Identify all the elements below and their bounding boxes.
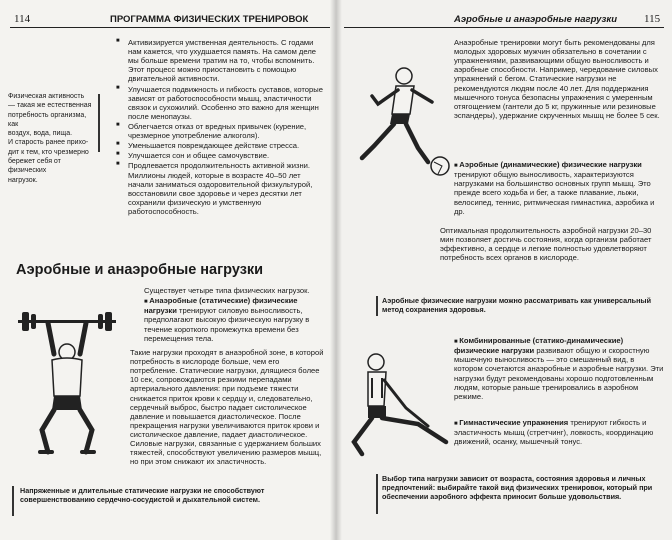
sidenote-line: И старость ранее прихо- <box>8 139 89 147</box>
head <box>396 68 412 84</box>
sidenote-line: дит к тем, кто чрезмерно <box>8 148 89 156</box>
barbell-plate <box>31 314 36 329</box>
list-item: ■ Улучшается подвижность и гибкость суставов, которые зависят от работоспособности мышц, эластичности связок и сухожилий. Особенно это важно для женщин после менопаузы. <box>116 85 324 121</box>
sidenote-line: — такая же естественная <box>8 102 92 110</box>
callout-bar <box>376 296 378 316</box>
benefits-list <box>116 38 324 217</box>
aerobic-text: тренируют общую выносливость, характеризуются нагрузками на большинство основных групп мышц. Это прежде всего ходьба и бег, а также плавание, лыжи, велосипед, теннис, ритмическая гимнастика, аэробика и др. <box>454 170 655 216</box>
head <box>368 354 384 370</box>
page-number: 114 <box>14 13 31 25</box>
combined-text: развивают общую и скоростную мышечную выносливость — это смешанный вид, в котором сочетаются анаэробные и аэробные нагрузки. Эти нагрузки будут рекомендованы хорошо подготовленным людям, которые раньше тренировались в аэробном режиме. <box>454 346 664 401</box>
barbell-plate <box>22 312 29 331</box>
sidenote-line: нагрузок. <box>8 176 38 184</box>
header-rule <box>344 27 664 28</box>
list-item: ■ Облегчается отказ от вредных привычек (курение, чрезмерное употребление алкоголя). <box>116 122 324 140</box>
static-warning-callout: Напряженные и длительные статические нагрузки не способствуют совершенствованию сердечно-сосудистой и дыхательной систем. <box>20 486 265 504</box>
barbell-plate <box>105 312 112 331</box>
list-item: ■ Уменьшается повреждающее действие стресса. <box>116 141 324 150</box>
aerobic-term: Аэробные (динамические) физические нагрузки <box>459 160 642 169</box>
header-rule <box>10 27 330 28</box>
list-item: ■ Активизируется умственная деятельность. С годами нам кажется, что ухудшается память. На самом деле мы больше времени тратим на то, чтобы вспомнить. Этот процесс можно приостановить с помощью двигательной активности. <box>116 38 324 84</box>
types-intro: Существует четыре типа физических нагрузок. <box>144 286 310 295</box>
stretching-figure <box>348 348 452 460</box>
sidenote-line: потребность организма, как <box>8 111 87 128</box>
static-text: тренируют силовую выносливость, предполагают высокую физическую нагрузку в течение короткого промежутка времени без перемещения тела. <box>144 306 310 343</box>
book-gutter <box>330 0 342 540</box>
ball <box>431 157 449 175</box>
list-item: ■ Улучшается сон и общее самочувствие. <box>116 151 324 160</box>
anaerobic-recommendation: Анаэробные тренировки могут быть рекомендованы для молодых здоровых мужчин обязательно в сочетании с упражнениями, развивающими общую выносливость и аэробные способности. Например, чередование силовых упражнений с бегом. Статические нагрузки не рекомендуются людям после 40 лет. Для поддержания мышечного тонуса безопасны упражнения с умеренным отягощением (гантели до 5 кг, пружинные или резиновые эспандеры), удержание скрученных мышц не более 5 сек. <box>454 38 660 120</box>
aerobic-item: ■ Аэробные (динамические) физические нагрузки тренируют общую выносливость, характеризуются нагрузками на большинство основных групп мышц. Это прежде всего ходьба и бег, а также плавание, лыжи, велосипед, теннис, ритмическая гимнастика, аэробика и др. <box>454 160 655 216</box>
callout-bar <box>12 486 14 516</box>
aerobic-duration-paragraph: Оптимальная продолжительность аэробной нагрузки 20–30 мин позволяет достичь состояния, когда организм работает эффективно, а сердце и легкие полностью удовлетворяют потребность всех органов в кислороде. <box>440 226 652 263</box>
barbell-plate <box>98 314 103 329</box>
sidenote-bar <box>98 94 100 152</box>
gymnastics-term: Гимнастические упражнения <box>459 418 569 427</box>
static-item: ■ Анаэробные (статические) физические нагрузки тренируют силовую выносливость, предполагают высокую физическую нагрузку в течение короткого промежутка времени без перемещения тела. <box>144 296 310 343</box>
types-block <box>144 286 326 343</box>
weightlifter-figure <box>12 312 122 462</box>
list-item: ■ Продлевается продолжительность активной жизни. Миллионы людей, которые в возрасте 40–50 лет начали заниматься оздоровительной физкультурой, восстановили свое здоровье и через десятки лет сохранили физическую и умственную работоспособность. <box>116 161 324 216</box>
running-header: ПРОГРАММА ФИЗИЧЕСКИХ ТРЕНИРОВОК <box>110 14 309 25</box>
sidenote-line: бережет себя от физических <box>8 158 61 175</box>
sidenote-line: Физическая активность <box>8 93 85 100</box>
choice-callout: Выбор типа нагрузки зависит от возраста, состояния здоровья и личных предпочтений: выбирайте такой вид физических тренировок, который при обеспечении аэробного эффекта приносит больше удовольствия. <box>382 474 653 501</box>
combined-term: Комбинированные (статико-динамические) физические нагрузки <box>454 336 624 356</box>
section-heading: Аэробные и анаэробные нагрузки <box>16 262 264 278</box>
aerobic-callout: Аэробные физические нагрузки можно рассматривать как универсальный метод сохранения здоровья. <box>382 296 651 314</box>
callout-bar <box>376 474 378 514</box>
sidenote <box>8 92 94 185</box>
right-page <box>336 0 672 540</box>
running-header: Аэробные и анаэробные нагрузки <box>454 14 618 25</box>
runner-figure <box>344 62 454 182</box>
zone-paragraph: Такие нагрузки проходят в анаэробной зоне, в которой потребность в кислороде больше, чем его потребление. Статические нагрузки, длящиеся более 10 сек, сопровождаются резкими перепадами артериального давления: при подъеме тяжести снижается приток крови к сердцу и, следовательно, сердечный выброс, быстро падает систолическое давление и повышается диастолическое. После прекращения нагрузки увеличиваются приток крови и систолическое давление, падает диастолическое. Силовые нагрузки, связанные с удержанием больших тяжестей, способствуют увеличению размеров мышц, но при этом снижают их эластичность. <box>130 348 324 467</box>
static-term: Анаэробные (статические) физические нагрузки <box>144 296 298 316</box>
combined-item: ■ Комбинированные (статико-динамические) физические нагрузки развивают общую и скоростную мышечную выносливость — это смешанный вид, в котором сочетаются анаэробные и аэробные нагрузки. Эти нагрузки будут рекомендованы хорошо подготовленным людям, которые раньше тренировались в аэробном режиме. <box>454 336 664 401</box>
page-number: 115 <box>644 13 661 25</box>
sidenote-line: воздух, вода, пища. <box>8 130 73 138</box>
gymnastics-item: ■ Гимнастические упражнения тренируют гибкость и эластичность мышц (стретчинг), ловкость, координацию движений, осанку, мышечный тонус. <box>454 418 654 447</box>
gymnastics-text: тренируют гибкость и эластичность мышц (стретчинг), ловкость, координацию движений, осанку, мышечный тонус. <box>454 418 654 447</box>
